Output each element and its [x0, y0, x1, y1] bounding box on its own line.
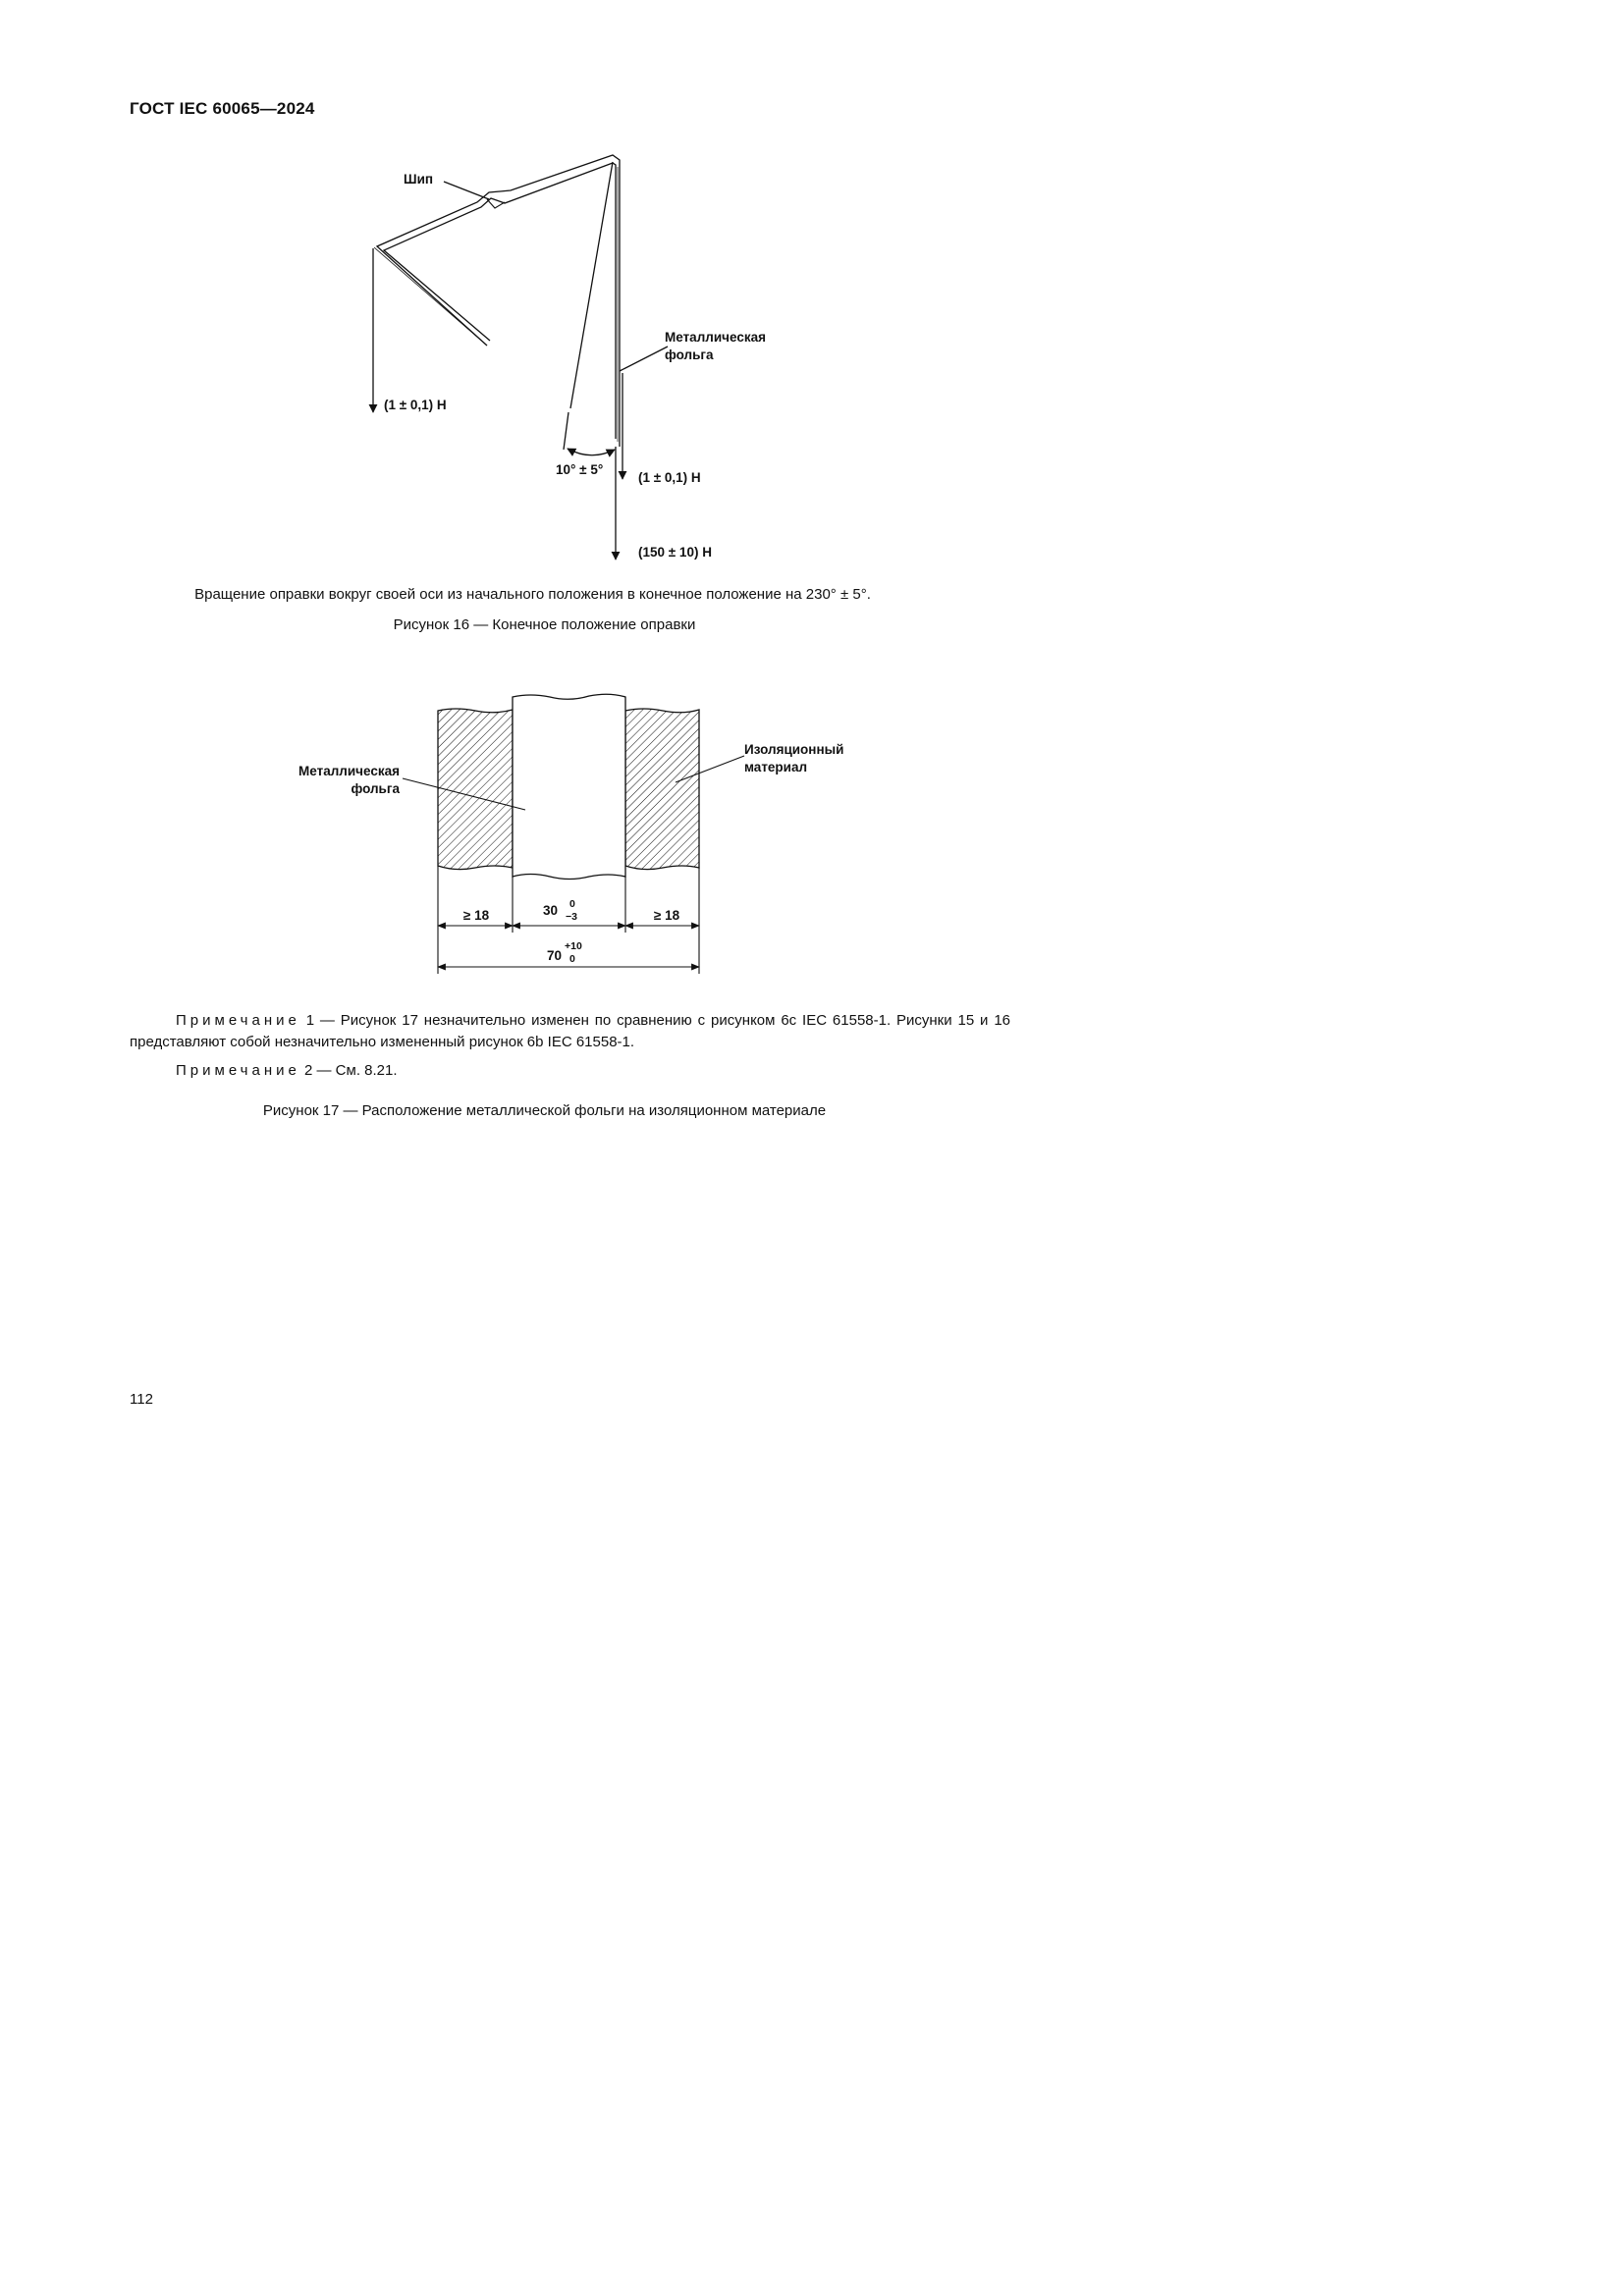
note-2-text: 2 — См. 8.21.	[299, 1062, 398, 1079]
dim-left-label: ≥ 18	[462, 908, 490, 923]
dim-center-label: 30	[543, 903, 559, 918]
spike-label: Шип	[404, 172, 434, 187]
metal-foil-strip	[513, 694, 625, 879]
mandrel-diagonal	[570, 162, 613, 408]
document-header: ГОСТ IEC 60065—2024	[130, 99, 315, 118]
force-main-label: (150 ± 10) Н	[638, 545, 712, 560]
foil-label-17-line2: фольга	[351, 781, 400, 796]
foil-leader	[620, 347, 668, 371]
spike-leader	[444, 182, 489, 199]
figure-16-rotation-text: Вращение оправки вокруг своей оси из начального положения в конечное положение на 230° ± 5°.	[194, 586, 871, 603]
note-2-label: Примечание	[176, 1062, 300, 1079]
dim-total-upper-tol: +10	[565, 940, 582, 952]
foil-label-17-line1: Металлическая	[298, 764, 400, 778]
note-1-label: Примечание	[176, 1012, 300, 1029]
insulation-label-line2: материал	[744, 760, 808, 774]
insulation-block-right	[625, 709, 699, 870]
angle-arc	[568, 449, 615, 455]
dim-right-label: ≥ 18	[653, 908, 680, 923]
force-right-label: (1 ± 0,1) Н	[638, 470, 701, 485]
page-number: 112	[130, 1391, 153, 1408]
figure-16-diagram	[0, 0, 1089, 589]
foil-label-line2: фольга	[665, 347, 714, 362]
note-1	[130, 1010, 1010, 1053]
angle-label: 10° ± 5°	[556, 462, 604, 477]
figure-17-caption: Рисунок 17 — Расположение металлической фольги на изоляционном материале	[262, 1102, 827, 1119]
dim-total-label: 70	[547, 948, 563, 963]
dim-center-upper-tol: 0	[569, 898, 575, 910]
dim-center-lower-tol: −3	[566, 911, 577, 923]
figure-17-diagram	[0, 677, 1089, 982]
foil-label-line1: Металлическая	[665, 330, 766, 345]
insulation-label-line1: Изоляционный	[744, 742, 844, 757]
note-1-text: 1 — Рисунок 17 незначительно изменен по сравнению с рисунком 6c IEC 61558-1. Рисунки 15 и 16 представляют собой незначительно измененный рисунок 6b IEC 61558-1.	[130, 1012, 1010, 1050]
dim-total-lower-tol: 0	[569, 953, 575, 965]
note-2	[130, 1060, 1010, 1082]
figure-16-caption: Рисунок 16 — Конечное положение оправки	[393, 616, 696, 633]
force-left-label: (1 ± 0,1) Н	[384, 398, 447, 412]
insulation-block-left	[438, 709, 513, 870]
